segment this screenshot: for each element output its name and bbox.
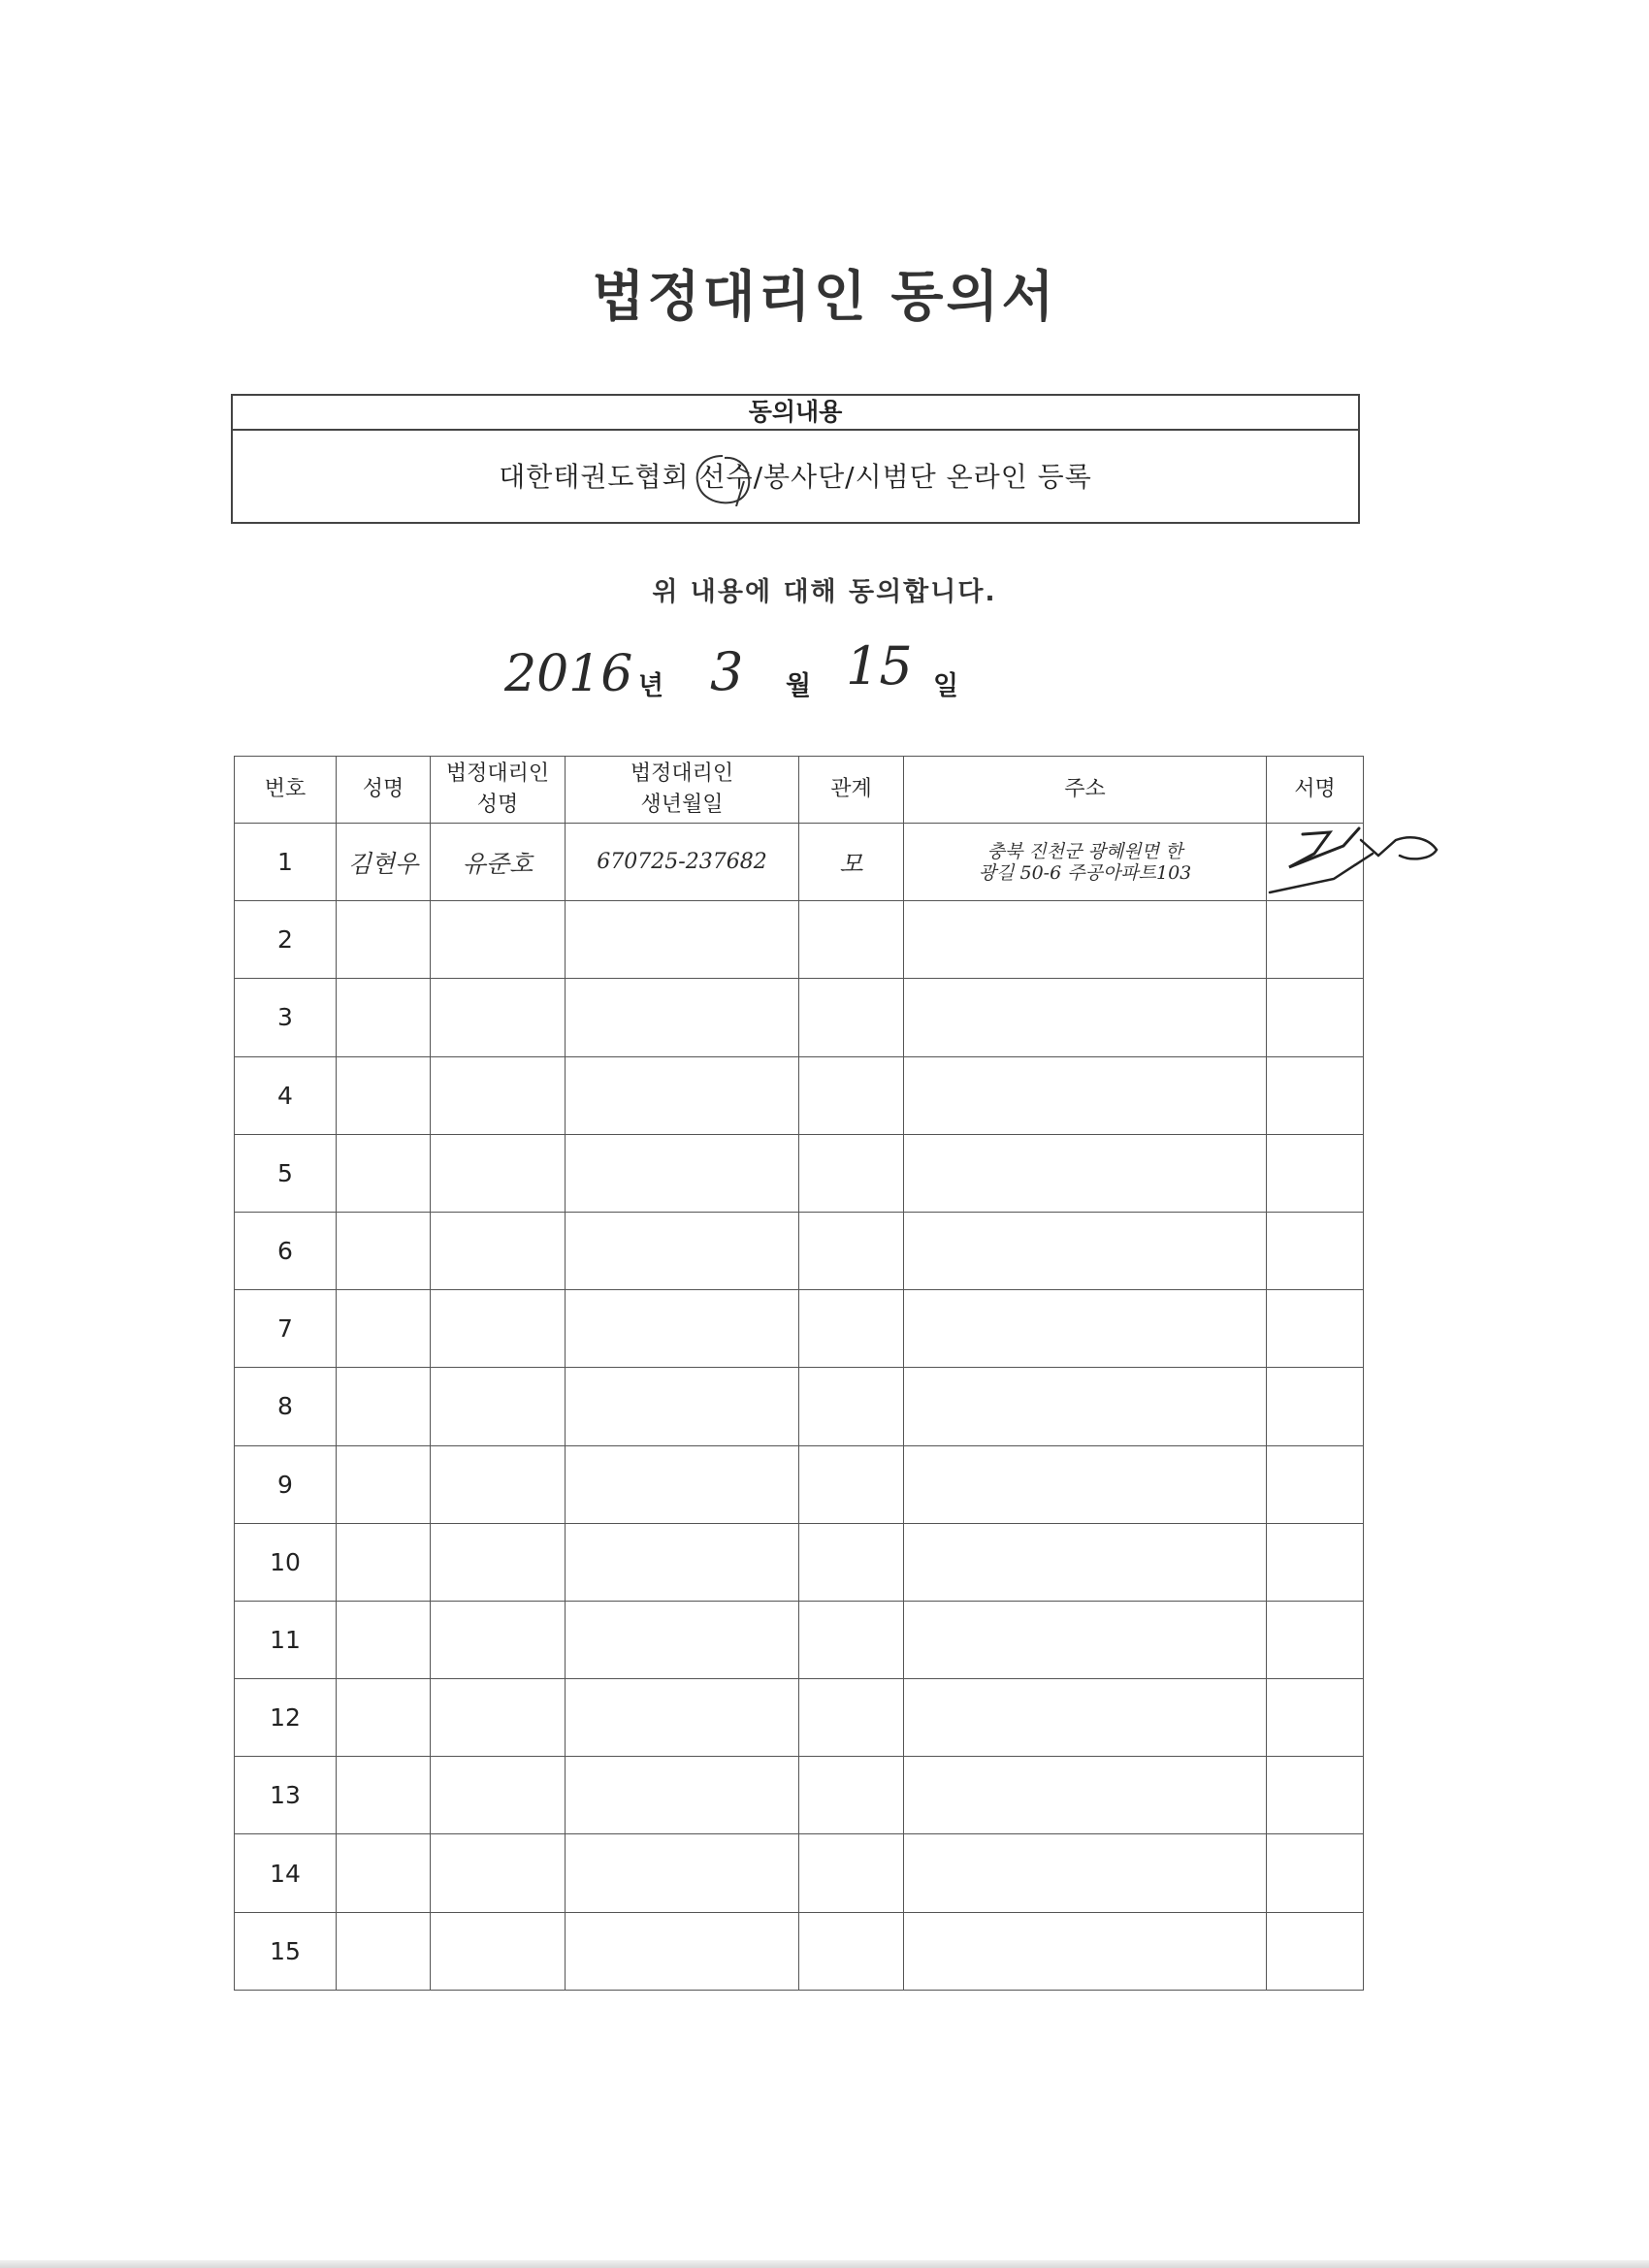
table-row (235, 1212, 1364, 1289)
table-row (235, 1834, 1364, 1912)
table-row (235, 1445, 1364, 1523)
col-guardian-birth-line1: 법정대리인 (630, 761, 734, 786)
col-name: 성명 (337, 757, 431, 824)
row-number: 11 (235, 1601, 337, 1678)
row-number: 13 (235, 1757, 337, 1834)
table-row (235, 1056, 1364, 1134)
handwritten-signature (1266, 821, 1450, 898)
date-day-label: 일 (933, 671, 959, 701)
consent-body (233, 431, 1358, 524)
row-guardian-name: 유준호 (431, 824, 566, 901)
row-number: 14 (235, 1834, 337, 1912)
row-number: 6 (235, 1212, 337, 1289)
table-row (235, 1757, 1364, 1834)
date-year-label: 년 (638, 671, 664, 701)
row-number: 10 (235, 1523, 337, 1601)
date-row (504, 635, 1183, 713)
consent-header: 동의내용 (233, 396, 1358, 431)
date-year: 2016 (504, 645, 633, 703)
row-address (904, 824, 1267, 901)
table-row (235, 901, 1364, 979)
row-number: 15 (235, 1912, 337, 1990)
table-row (235, 1679, 1364, 1757)
registration-table (234, 756, 1364, 1991)
col-relation: 관계 (799, 757, 904, 824)
col-number: 번호 (235, 757, 337, 824)
row-number: 9 (235, 1445, 337, 1523)
document-title: 법정대리인 동의서 (592, 266, 1057, 329)
table-header-row (235, 757, 1364, 824)
table-row (235, 1290, 1364, 1368)
scan-bottom-edge (0, 2260, 1649, 2268)
col-address: 주소 (904, 757, 1267, 824)
col-guardian-name (431, 757, 566, 824)
table-row (235, 1368, 1364, 1445)
row-number: 12 (235, 1679, 337, 1757)
row-number: 3 (235, 979, 337, 1056)
col-guardian-name-line2: 성명 (476, 793, 519, 817)
row-number: 8 (235, 1368, 337, 1445)
row-number: 1 (235, 824, 337, 901)
row-number: 7 (235, 1290, 337, 1368)
hand-circle-mark (694, 452, 754, 506)
table-row (235, 824, 1364, 901)
row-name: 김현우 (337, 824, 431, 901)
col-guardian-birth (566, 757, 799, 824)
row-relation: 모 (799, 824, 904, 901)
agreement-statement: 위 내용에 대해 동의합니다. (652, 577, 997, 607)
col-guardian-birth-line2: 생년월일 (640, 793, 724, 817)
table-row (235, 1523, 1364, 1601)
table-row (235, 1601, 1364, 1678)
date-day: 15 (846, 635, 913, 697)
row-number: 4 (235, 1056, 337, 1134)
col-guardian-name-line1: 법정대리인 (445, 761, 550, 786)
date-month-label: 월 (786, 671, 812, 701)
table-row (235, 979, 1364, 1056)
table-row (235, 1912, 1364, 1990)
row-number: 2 (235, 901, 337, 979)
consent-text: 대한태권도협회 선수/봉사단/시범단 온라인 등록 (499, 461, 1092, 493)
row-address-line1: 충북 진천군 광혜원면 한 (986, 840, 1183, 862)
table-row (235, 1134, 1364, 1212)
consent-content-box (231, 394, 1360, 524)
row-number: 5 (235, 1134, 337, 1212)
col-signature: 서명 (1267, 757, 1364, 824)
date-month: 3 (710, 641, 744, 702)
row-address-line2: 광길 50-6 주공아파트103 (978, 861, 1192, 884)
row-guardian-birth: 670725-237682 (566, 824, 799, 901)
